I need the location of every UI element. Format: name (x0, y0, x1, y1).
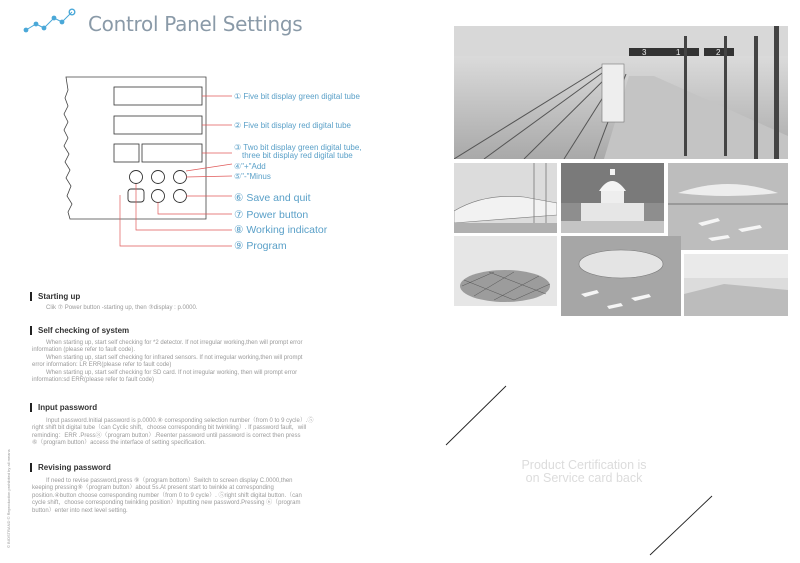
section-heading-self-check: Self checking of system (30, 326, 129, 335)
page-title: Control Panel Settings (88, 12, 303, 36)
label-working-indicator: ⑧ Working indicator (234, 224, 328, 236)
label-minus-button: ⑤"-"Minus (234, 172, 271, 181)
bullet-train-photo (454, 163, 557, 233)
label-green-tube-5bit: ① Five bit display green digital tube (234, 92, 360, 101)
label-program: ⑨ Program (234, 240, 287, 252)
section-body-revising-password: If need to revise password,press ⑨（program bottom）Switch to screen display C.0000,then keeping pressing⑨（program button）about 5s.At present start to twinkle at corresponding position.④button choose corresponding number（from 0 to 9 cycle）. ⑤right shift digital button.（can cycle shift，choose corresponding twinkling position）Inputting new password.Pressing ⑥（program button）enter into next level setting. (32, 478, 302, 514)
label-mixed-tube-line1: ③ Two bit display green digital tube, (234, 143, 362, 152)
label-mixed-tube-line2: three bit display red digital tube (242, 151, 353, 160)
label-add-button: ④"+"Add (234, 162, 266, 171)
section-heading-starting-up: Starting up (30, 292, 80, 301)
platform-sign-3: 3 (642, 48, 647, 57)
birds-nest-stadium-photo (454, 236, 557, 306)
section-heading-revising-password: Revising password (30, 463, 111, 472)
airport-render-photo (668, 163, 788, 250)
section-body-starting-up: Clik ⑦ Power button -starting up, then ③display : p.0000. (46, 305, 198, 311)
section-body-input-password: Input password.Initial password is p.0000.⑧ corresponding selection number（from 0 to 9 cycle）.⑤ right shift bit digital tube（can Cyclic shift，choose corresponding bit twinkling）. If password fault，will reminding：ERR .Press⑧（program button）.Reenter password until password is correct then press ⑥（program button）access the interface of setting specification. (32, 418, 314, 447)
platform-sign-2: 2 (716, 48, 721, 57)
label-save-quit: ⑥ Save and quit (234, 192, 311, 204)
control-panel-diagram (56, 74, 236, 254)
decorative-diagonal-line-lower (648, 495, 714, 557)
section-body-self-check: When starting up, start self checking for *2 detector. If not irregular working,then will prompt error information (please refer to fault code). When starting up, start self checking for infrared sensors. If not irregular working,then will prompt error information: LR ERR(please refer to fault code) When starting up, start self checking for SD card. If not irregular working, then will prompt error information:sd ERR(please refer to fault code) (32, 340, 303, 384)
label-power-button: ⑦ Power button (234, 209, 309, 221)
label-red-tube-5bit: ② Five bit display red digital tube (234, 121, 352, 130)
platform-sign-1: 1 (676, 48, 681, 57)
capitol-building-photo (561, 163, 664, 233)
section-heading-input-password: Input password (30, 403, 97, 412)
product-certification-note: Product Certification is on Service card back (521, 458, 647, 485)
decorative-diagonal-line-upper (444, 385, 508, 447)
copyright-side-note: © BIOSTRAND © Reproduction prohibited by all means (6, 449, 11, 548)
city-skyline-photo (684, 254, 788, 316)
railway-station-photo (454, 26, 788, 159)
molecule-dots-icon (22, 6, 82, 36)
airport-aerial-photo (561, 236, 681, 316)
